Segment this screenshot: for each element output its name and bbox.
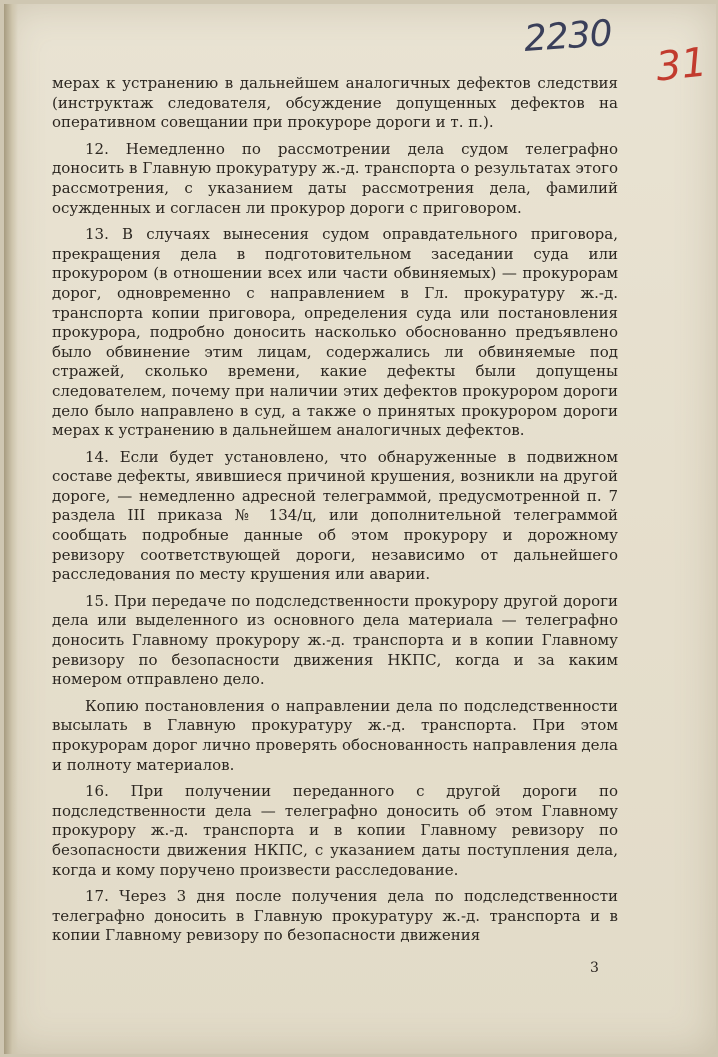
page-number: 3 bbox=[590, 960, 599, 976]
paragraph-continuation: мерах к устранению в дальнейшем аналогичных дефектов следствия (инструктаж следователя, обсуждение допущенных дефектов на оперативном совещании при прокуроре дороги и т. п.). bbox=[52, 74, 618, 132]
paragraph-12: 12. Немедленно по рассмотрении дела судом телеграфно доносить в Главную прокуратуру ж.-д. транспорта о результатах этого рассмотрения, с указанием даты рассмотрения дела, фамилий осужденных и согласен ли прокурор дороги с приговором. bbox=[52, 139, 618, 217]
document-page bbox=[4, 4, 716, 1054]
document-body bbox=[52, 74, 618, 953]
paragraph-17: 17. Через 3 дня после получения дела по подследственности телеграфно доносить в Главную прокуратуру ж.-д. транспорта и в копии Главному ревизору по безопасности движения bbox=[52, 887, 618, 945]
archive-number-handwritten: 2230 bbox=[522, 12, 613, 61]
page-binding-edge bbox=[4, 4, 18, 1054]
paragraph-13: 13. В случаях вынесения судом оправдательного приговора, прекращения дела в подготовительном заседании суда или прокурором (в отношении всех или части обвиняемых) — прокурорам дорог, одновременно с направлением в Гл. прокуратуру ж.-д. транспорта копии приговора, определения суда или постановления прокурора, подробно доносить насколько обоснованно предъявлено было обвинение этим лицам, содержались ли обвиняемые под стражей, сколько времени, какие дефекты были допущены следователем, почему при наличии этих дефектов прокурором дороги дело было направлено в суд, а также о принятых прокурором дороги мерах к устранению в дальнейшем аналогичных дефектов. bbox=[52, 225, 618, 440]
paragraph-14: 14. Если будет установлено, что обнаруженные в подвижном составе дефекты, явившиеся причиной крушения, возникли на другой дороге, — немедленно адресной телеграммой, предусмотренной п. 7 раздела III приказа № 134/ц, или дополнительной телеграммой сообщать подробные данные об этом прокурору и дорожному ревизору соответствующей дороги, независимо от дальнейшего расследования по месту крушения или аварии. bbox=[52, 447, 618, 584]
paragraph-15-copy: Копию постановления о направлении дела по подследственности высылать в Главную прокуратуру ж.-д. транспорта. При этом прокурорам дорог лично проверять обоснованность направления дела и полноту материалов. bbox=[52, 696, 618, 774]
folio-number-handwritten: 31 bbox=[653, 39, 710, 91]
paragraph-15: 15. При передаче по подследственности прокурору другой дороги дела или выделенного из основного дела материала — телеграфно доносить Главному прокурору ж.-д. транспорта и в копии Главному ревизору по безопасности движения НКПС, когда и за каким номером отправлено дело. bbox=[52, 591, 618, 689]
paragraph-16: 16. При получении переданного с другой дороги по подследственности дела — телеграфно доносить об этом Главному прокурору ж.-д. транспорта и в копии Главному ревизору по безопасности движения НКПС, с указанием даты поступления дела, когда и кому поручено произвести расследование. bbox=[52, 782, 618, 879]
